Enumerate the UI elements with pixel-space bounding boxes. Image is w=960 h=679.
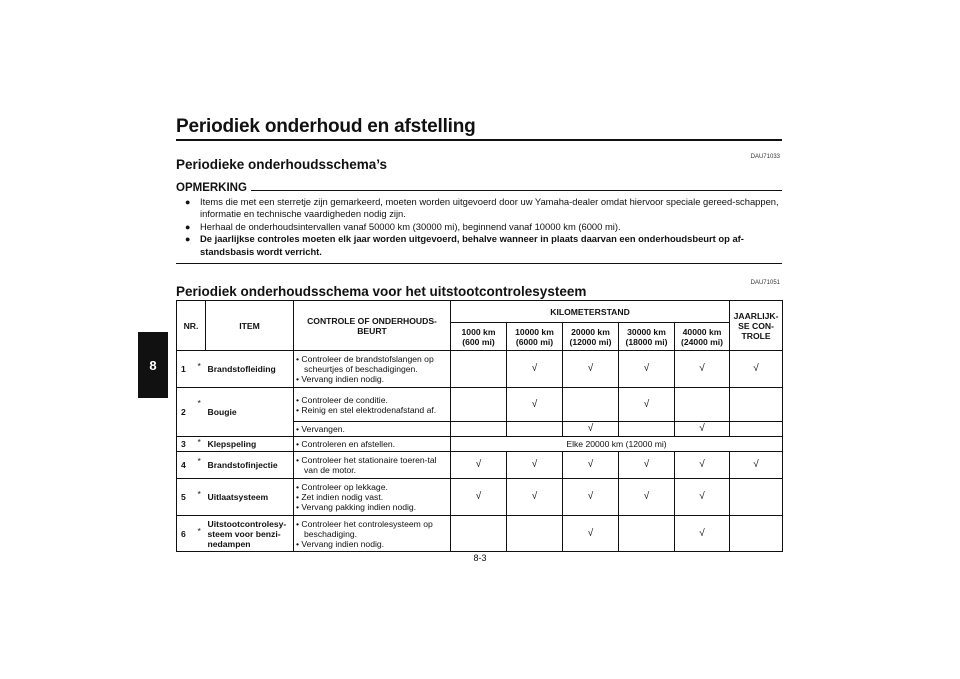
bullet-icon: ● <box>185 221 191 232</box>
section-title: Periodieke onderhoudsschema’s <box>176 157 388 172</box>
reference-code: DAU71051 <box>750 280 780 286</box>
row-item: Brandstofinjectie <box>206 452 294 479</box>
header-interval: 1000 km (600 mi) <box>451 323 507 351</box>
check-cell: √ <box>563 479 619 516</box>
maintenance-table <box>176 300 783 552</box>
check-cell: √ <box>730 351 783 388</box>
header-interval: 30000 km (18000 mi) <box>619 323 675 351</box>
asterisk-mark: * <box>198 516 206 552</box>
note-bottom-rule <box>176 263 782 264</box>
row-control <box>294 351 451 388</box>
check-cell <box>451 351 507 388</box>
check-cell: √ <box>619 351 675 388</box>
control-line: • Controleer de brandstofslangen op scheurtjes of beschadigingen. <box>296 354 434 374</box>
page-number: 8-3 <box>473 553 487 563</box>
header-interval: 10000 km (6000 mi) <box>507 323 563 351</box>
row-control <box>294 516 451 552</box>
note-box <box>176 182 782 258</box>
row-item: Uitstootcontrolesy-steem voor benzi-nedampen <box>206 516 294 552</box>
page-header-title: Periodiek onderhoud en afstelling <box>176 116 476 137</box>
interval-note: Elke 20000 km (12000 mi) <box>451 437 783 452</box>
control-line: • Vervang indien nodig. <box>296 538 385 549</box>
check-cell <box>619 422 675 437</box>
note-item <box>176 196 782 221</box>
asterisk-mark: * <box>198 388 206 437</box>
note-item-text: Herhaal de onderhoudsintervallen vanaf 50000 km (30000 mi), beginnend vanaf 10000 km (6000 mi). <box>200 220 621 232</box>
header-interval: 20000 km (12000 mi) <box>563 323 619 351</box>
check-cell <box>563 388 619 422</box>
header-annual: JAARLIJK-SE CON-TROLE <box>730 301 783 351</box>
bullet-icon: ● <box>185 197 191 207</box>
check-cell <box>730 388 783 422</box>
check-cell <box>730 516 783 552</box>
check-cell: √ <box>563 452 619 479</box>
check-cell: √ <box>675 351 730 388</box>
note-list <box>176 196 782 258</box>
control-line: • Vervang pakking indien nodig. <box>296 502 417 512</box>
control-line: • Controleer het stationaire toeren-tal van de motor. <box>296 455 437 475</box>
check-cell: √ <box>675 479 730 516</box>
row-number: 6 <box>177 516 198 552</box>
table-title: Periodiek onderhoudsschema voor het uitstootcontrolesysteem <box>176 284 587 299</box>
check-cell: √ <box>451 452 507 479</box>
check-cell <box>730 479 783 516</box>
control-line: • Controleer de conditie. <box>296 394 388 405</box>
check-cell: √ <box>675 422 730 437</box>
check-cell: √ <box>507 452 563 479</box>
check-cell <box>507 422 563 437</box>
check-cell: √ <box>507 351 563 388</box>
table-row <box>177 437 783 452</box>
asterisk-mark: * <box>198 452 206 479</box>
row-number: 5 <box>177 479 198 516</box>
control-line: • Reinig en stel elektrodenafstand af. <box>296 404 437 415</box>
check-cell: √ <box>730 452 783 479</box>
note-item <box>176 233 782 258</box>
header-item: ITEM <box>206 301 294 351</box>
asterisk-mark: * <box>198 479 206 516</box>
row-number: 2 <box>177 388 198 437</box>
control-line: • Vervang indien nodig. <box>296 374 385 384</box>
check-cell: √ <box>563 516 619 552</box>
control-line: • Zet indien nodig vast. <box>296 492 384 502</box>
check-cell: √ <box>619 479 675 516</box>
row-number: 3 <box>177 437 198 452</box>
header-nr: NR. <box>177 301 206 351</box>
control-line: • Controleer op lekkage. <box>296 482 388 492</box>
note-item-text: Items die met een sterretje zijn gemarkeerd, moeten worden uitgevoerd door uw Yamaha-dealer omdat hiervoor speciale gereed-schappen, informatie en technische vaardigheden nodig zijn. <box>200 196 779 220</box>
check-cell: √ <box>619 452 675 479</box>
check-cell: √ <box>619 388 675 422</box>
control-line: • Controleren en afstellen. <box>296 439 396 449</box>
note-item <box>176 221 782 233</box>
row-item: Uitlaatsysteem <box>206 479 294 516</box>
row-number: 1 <box>177 351 198 388</box>
asterisk-mark: * <box>198 437 206 452</box>
row-control <box>294 388 451 422</box>
row-item: Klepspeling <box>206 437 294 452</box>
table-row <box>177 516 783 552</box>
check-cell: √ <box>451 479 507 516</box>
check-cell <box>451 516 507 552</box>
note-item-text: De jaarlijkse controles moeten elk jaar worden uitgevoerd, behalve wanneer in plaats daarvan een onderhoudsbeurt op af-standsbasis wordt verricht. <box>200 233 744 257</box>
check-cell <box>619 516 675 552</box>
table-row <box>177 452 783 479</box>
row-item: Bougie <box>206 388 294 437</box>
chapter-tab: 8 <box>138 332 168 398</box>
row-control <box>294 479 451 516</box>
table-row <box>177 351 783 388</box>
check-cell <box>451 422 507 437</box>
asterisk-mark: * <box>198 351 206 388</box>
check-cell: √ <box>675 452 730 479</box>
check-cell <box>507 516 563 552</box>
header-control: CONTROLE OF ONDERHOUDS-BEURT <box>294 301 451 351</box>
control-line: • Controleer het controlesysteem op beschadiging. <box>296 518 433 539</box>
table-row <box>177 479 783 516</box>
row-control <box>294 422 451 437</box>
check-cell: √ <box>563 422 619 437</box>
check-cell: √ <box>507 479 563 516</box>
check-cell: √ <box>563 351 619 388</box>
row-control <box>294 452 451 479</box>
check-cell: √ <box>507 388 563 422</box>
reference-code: DAU71033 <box>750 154 780 160</box>
row-control <box>294 437 451 452</box>
note-heading-label: OPMERKING <box>176 182 247 194</box>
check-cell <box>675 388 730 422</box>
header-kilometerstand: KILOMETERSTAND <box>451 301 730 323</box>
row-item: Brandstofleiding <box>206 351 294 388</box>
header-rule <box>176 139 782 141</box>
note-heading <box>176 182 782 194</box>
control-line: • Vervangen. <box>296 424 345 434</box>
row-number: 4 <box>177 452 198 479</box>
bullet-icon: ● <box>185 234 191 245</box>
table-row <box>177 388 783 422</box>
header-interval: 40000 km (24000 mi) <box>675 323 730 351</box>
check-cell <box>451 388 507 422</box>
check-cell <box>730 422 783 437</box>
check-cell: √ <box>675 516 730 552</box>
